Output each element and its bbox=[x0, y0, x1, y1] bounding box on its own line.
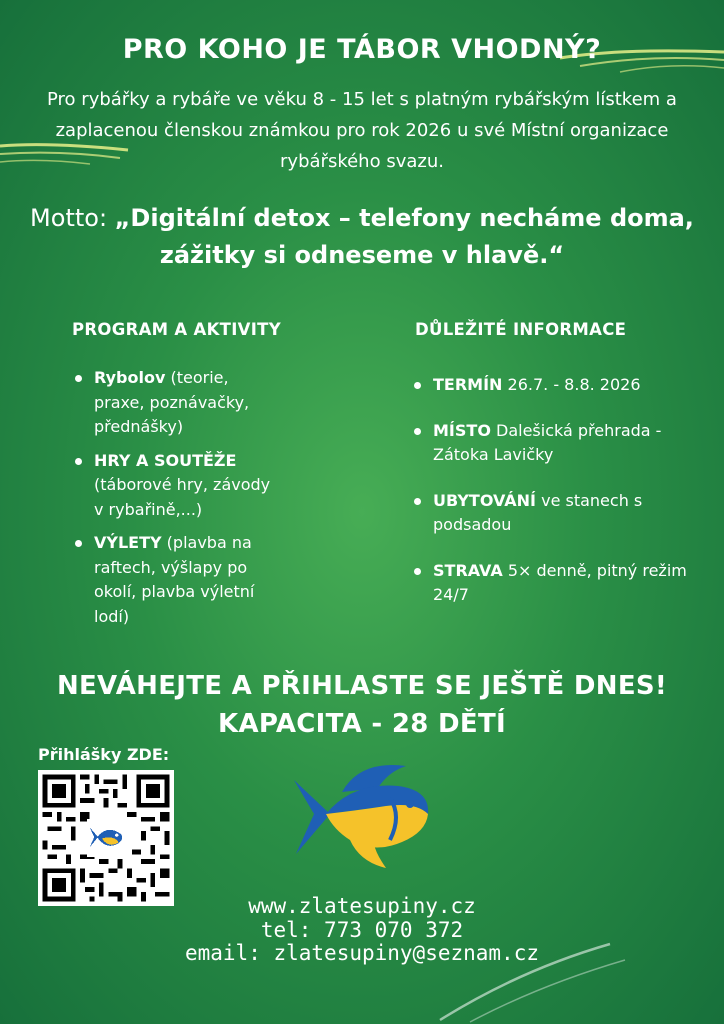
call-to-action bbox=[0, 667, 724, 743]
cta-line-2: KAPACITA - 28 DĚTÍ bbox=[218, 709, 506, 739]
list-item-text: 26.7. - 8.8. 2026 bbox=[502, 375, 641, 394]
list-item-title: UBYTOVÁNÍ bbox=[433, 490, 537, 510]
page-title: PRO KOHO JE TÁBOR VHODNÝ? bbox=[122, 34, 602, 65]
info-list bbox=[413, 373, 693, 629]
contact-block bbox=[0, 895, 724, 966]
list-item-text: ve stanech s podsadou bbox=[433, 490, 643, 534]
program-heading: PROGRAM A AKTIVITY bbox=[72, 320, 281, 339]
list-item-title: Rybolov bbox=[94, 368, 166, 387]
list-item bbox=[74, 449, 284, 523]
list-item-text: (táborové hry, závody v rybařině,...) bbox=[94, 475, 271, 519]
qr-label: Přihlášky ZDE: bbox=[38, 745, 170, 764]
list-item bbox=[74, 531, 284, 629]
list-item-title: MÍSTO bbox=[433, 420, 491, 440]
cta-line-1: NEVÁHEJTE A PŘIHLASTE SE JEŠTĚ DNES! bbox=[56, 671, 668, 701]
list-item-title: VÝLETY bbox=[94, 533, 162, 552]
qr-code-icon[interactable] bbox=[38, 770, 174, 906]
list-item bbox=[413, 419, 693, 468]
list-item-text: (plavba na raftech, výšlapy po okolí, plavba výletní lodí) bbox=[94, 533, 255, 626]
motto bbox=[20, 200, 704, 274]
list-item bbox=[413, 559, 693, 608]
website-link[interactable]: www.zlatesupiny.cz bbox=[248, 894, 476, 918]
list-item bbox=[74, 366, 284, 440]
list-item-text: (teorie, praxe, poznávačky, přednášky) bbox=[94, 368, 250, 436]
list-item bbox=[413, 489, 693, 538]
info-heading: DŮLEŽITÉ INFORMACE bbox=[415, 320, 627, 339]
fish-logo-icon bbox=[290, 758, 440, 870]
list-item-title: TERMÍN bbox=[433, 375, 503, 394]
program-list bbox=[74, 366, 284, 638]
list-item-title: STRAVA bbox=[433, 560, 503, 580]
phone-text[interactable]: tel: 773 070 372 bbox=[260, 917, 464, 942]
list-item bbox=[413, 373, 693, 398]
email-link[interactable]: email: zlatesupiny@seznam.cz bbox=[184, 941, 539, 965]
list-item-text: 5× denně, pitný režim 24/7 bbox=[433, 560, 687, 604]
list-item-text: Dalešická přehrada - Zátoka Lavičky bbox=[433, 420, 662, 464]
motto-label: Motto: bbox=[30, 204, 115, 232]
list-item-title: HRY A SOUTĚŽE bbox=[94, 450, 237, 470]
intro-text: Pro rybářky a rybáře ve věku 8 - 15 let s platným rybářským lístkem a zaplacenou členskou známkou pro rok 2026 u své Místní organizace rybářského svazu. bbox=[47, 89, 677, 172]
motto-quote: „Digitální detox – telefony necháme doma, zážitky si odneseme v hlavě.“ bbox=[114, 204, 694, 269]
